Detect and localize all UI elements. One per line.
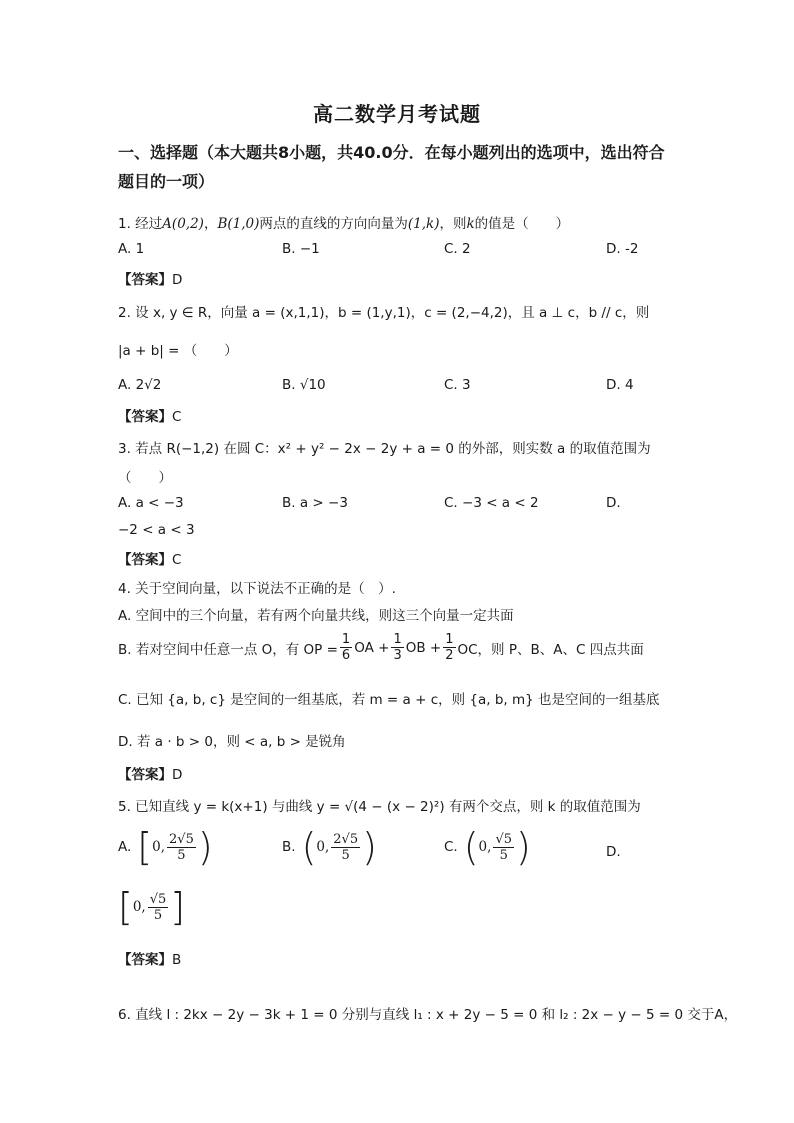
- left-bracket: [: [137, 825, 153, 869]
- interval: [301, 825, 377, 869]
- q4-option-b-text: OC，则 P、B、A、C 四点共面: [457, 641, 644, 658]
- answer-label: 【答案】: [118, 272, 172, 288]
- fraction: [443, 632, 455, 663]
- q2-answer: [118, 405, 181, 425]
- q4-option-d: D. 若 a · b > 0，则 < a, b > 是锐角: [118, 734, 346, 750]
- fraction-denominator: 6: [341, 648, 351, 663]
- interval: [463, 825, 531, 869]
- q3-answer: [118, 548, 181, 568]
- q2-option-a: A. 2√2: [118, 377, 162, 393]
- q1-option-c: C. 2: [444, 241, 471, 257]
- q3-option-d-cont: −2 < a < 3: [118, 522, 195, 538]
- q1-option-d: D. -2: [606, 241, 639, 257]
- q5-option-d: [118, 885, 186, 929]
- q3-option-a: A. a < −3: [118, 495, 184, 511]
- q4-answer-value: D: [172, 767, 183, 783]
- fraction-numerator: 1: [341, 632, 351, 647]
- fraction-numerator: √5: [495, 831, 512, 847]
- q4-option-b-text: OB +: [405, 639, 442, 656]
- q1-point-b: B(1,0): [217, 216, 260, 232]
- q2-answer-value: C: [172, 409, 182, 425]
- page-title: 高二数学月考试题: [313, 102, 481, 126]
- fraction-numerator: √5: [149, 891, 167, 907]
- q5-answer-value: B: [172, 952, 182, 968]
- q3-option-d: D.: [606, 495, 621, 511]
- right-bracket: ]: [170, 885, 186, 929]
- q4-option-b-text: B. 若对空间中任意一点 O，有 OP =: [118, 641, 338, 658]
- fraction-numerator: 2√5: [169, 831, 194, 847]
- q4-option-b-text: OA +: [354, 639, 390, 656]
- q1-variable: k: [466, 216, 475, 232]
- fraction-numerator: 2√5: [333, 831, 359, 847]
- q4-option-c: C. 已知 {a, b, c} 是空间的一组基底，若 m = a + c，则 {a, b, m} 也是空间的一组基底: [118, 692, 660, 708]
- question-6-stem: 6. 直线 l : 2kx − 2y − 3k + 1 = 0 分别与直线 l₁ : x + 2y − 5 = 0 和 l₂ : 2x − y − 5 = 0 交于A，: [118, 1007, 738, 1023]
- answer-label: 【答案】: [118, 552, 172, 568]
- q4-option-b: [118, 632, 644, 663]
- section-heading: 一、选择题（本大题共8小题，共40.0分．在每小题列出的选项中，选出符合题目的一项）: [118, 143, 665, 191]
- question-3-stem: 3. 若点 R(−1,2) 在圆 C：x² + y² − 2x − 2y + a = 0 的外部，则实数 a 的取值范围为: [118, 441, 651, 457]
- q1-separator: ，: [203, 216, 218, 232]
- interval-lower: 0,: [478, 839, 492, 855]
- q5-option-a: [118, 825, 213, 869]
- q5-option-c: [444, 825, 531, 869]
- q2-option-c: C. 3: [444, 377, 471, 393]
- answer-label: 【答案】: [118, 409, 172, 425]
- q1-direction-vector: (1,k): [407, 216, 440, 232]
- right-bracket: ): [516, 825, 531, 869]
- fraction-denominator: 5: [499, 847, 508, 863]
- q2-option-d: D. 4: [606, 377, 634, 393]
- left-bracket: [: [118, 885, 133, 929]
- answer-label: 【答案】: [118, 767, 172, 783]
- q5-option-a-label: A.: [118, 839, 132, 855]
- q3-answer-value: C: [172, 552, 182, 568]
- q5-option-c-label: C.: [444, 839, 458, 855]
- question-2-stem: 2. 设 x, y ∈ R，向量 a = (x,1,1)，b = (1,y,1)，c = (2,−4,2)，且 a ⊥ c，b // c，则: [118, 305, 650, 321]
- fraction: [391, 632, 403, 663]
- answer-label: 【答案】: [118, 952, 172, 968]
- fraction-denominator: 5: [177, 847, 186, 863]
- left-bracket: (: [301, 825, 317, 869]
- q5-option-d-label: D.: [606, 844, 621, 860]
- interval-lower: 0,: [132, 899, 146, 915]
- q5-option-b: [282, 825, 377, 869]
- fraction: [331, 832, 360, 863]
- fraction-denominator: 3: [393, 648, 402, 663]
- fraction: [493, 832, 514, 863]
- q1-stem-part: ，则: [439, 216, 467, 232]
- q5-answer: [118, 948, 181, 968]
- fraction: [340, 632, 352, 663]
- q2-option-b: B. √10: [282, 377, 326, 393]
- fraction-denominator: 5: [153, 907, 163, 923]
- question-3-stem-cont: （ ）: [118, 470, 172, 486]
- right-bracket: ): [197, 825, 213, 869]
- q1-stem-part: 1. 经过: [118, 216, 163, 232]
- fraction: [167, 832, 196, 863]
- interval: [118, 885, 186, 929]
- q1-option-a: A. 1: [118, 241, 145, 257]
- fraction-numerator: 1: [445, 632, 454, 647]
- question-5-stem: 5. 已知直线 y = k(x+1) 与曲线 y = √(4 − (x − 2)²) 有两个交点，则 k 的取值范围为: [118, 799, 641, 815]
- interval-lower: 0,: [316, 839, 330, 855]
- left-bracket: (: [463, 825, 479, 869]
- interval-lower: 0,: [152, 839, 166, 855]
- interval: [137, 825, 213, 869]
- fraction-denominator: 2: [445, 648, 454, 663]
- q4-option-a: A. 空间中的三个向量，若有两个向量共线，则这三个向量一定共面: [118, 608, 514, 624]
- fraction-denominator: 5: [341, 847, 350, 863]
- q1-answer-value: D: [172, 272, 183, 288]
- q4-answer: [118, 763, 182, 783]
- question-1-stem: [118, 212, 569, 232]
- fraction-numerator: 1: [393, 632, 402, 647]
- q5-option-b-label: B.: [282, 839, 296, 855]
- q1-answer: [118, 268, 182, 288]
- fraction: [148, 892, 169, 923]
- q1-point-a: A(0,2): [162, 216, 204, 232]
- question-2-stem-cont: |a + b| = （ ）: [118, 343, 238, 359]
- q3-option-b: B. a > −3: [282, 495, 348, 511]
- q1-stem-part: 两点的直线的方向向量为: [259, 216, 408, 232]
- q3-option-c: C. −3 < a < 2: [444, 495, 539, 511]
- question-4-stem: 4. 关于空间向量，以下说法不正确的是（ ）.: [118, 581, 396, 597]
- right-bracket: ): [362, 825, 377, 869]
- q1-option-b: B. −1: [282, 241, 320, 257]
- q1-stem-part: 的值是（ ）: [474, 216, 570, 232]
